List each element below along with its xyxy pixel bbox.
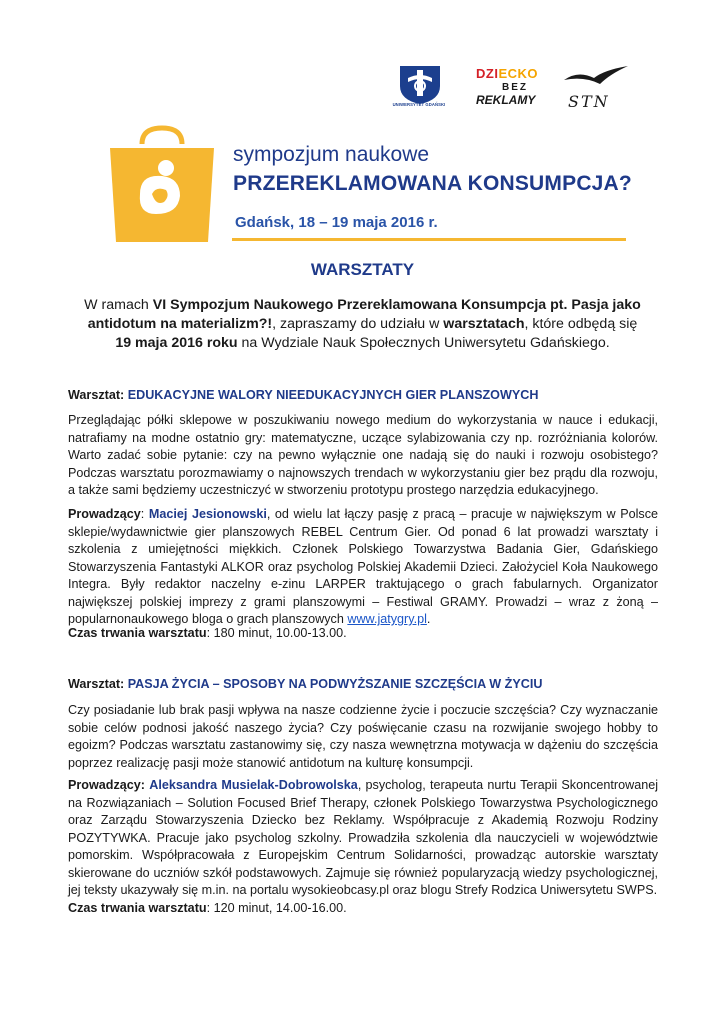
intro-date: 19 maja 2016 roku — [115, 335, 238, 351]
host-website-link[interactable]: www.jatygry.pl — [347, 612, 427, 626]
workshop-2-duration-value: : 120 minut, 14.00-16.00. — [206, 901, 347, 915]
event-title: PRZEREKLAMOWANA KONSUMPCJA? — [233, 172, 632, 195]
workshop-2-duration — [68, 900, 658, 918]
host-label: Prowadzący: — [68, 778, 145, 792]
intro-text: , zapraszamy do udziału w — [272, 316, 444, 332]
ug-logo-text: UNIWERSYTET GDAŃSKI — [392, 102, 446, 107]
workshop-1-header — [68, 387, 658, 405]
workshop-2-host — [68, 777, 658, 900]
workshop-1-host-bio: , od wielu lat łączy pasję z pracą – pracuje w największym w Polsce sklepie/wydawnictwie gier planszowych REBEL Centrum Gier. Od ponad 6 lat prowadzi warsztaty i szkolenia z umiejętności miękkich. Członek Polskiego Towarzystwa Badania Gier, Gdańskiego Stowarzyszenia Fantastyki ALKOR oraz psycholog Polskiej Akademii Dzieci. Założyciel Koła Naukowego Integra. Były redaktor naczelny e-zinu LARPER traktującego o grach fabularnych. Organizator największej polskiej imprezy z grami planszowymi – Festiwal GRAMY. Prowadzi – wraz z żoną – popularnonaukowego bloga o grach planszowych — [68, 507, 658, 626]
partner-logos — [390, 62, 640, 124]
workshop-label: Warsztat: — [68, 677, 125, 691]
event-subtitle: sympozjum naukowe — [233, 143, 430, 166]
workshop-1-title: EDUKACYJNE WALORY NIEEDUKACYJNYCH GIER PLANSZOWYCH — [127, 388, 539, 402]
event-date: Gdańsk, 18 – 19 maja 2016 r. — [235, 214, 438, 231]
intro-paragraph — [80, 296, 645, 353]
dbr-logo-line1b: ECKO — [498, 66, 539, 81]
workshop-1-host: Prowadzący: Maciej Jesionowski, od wielu lat łączy pasję z pracą – pracuje w największym w Polsce sklepie/wydawnictwie gier planszowych REBEL Centrum Gier. Od ponad 6 lat prowadzi warsztaty i szkolenia z umiejętności miękkich. Członek Polskiego Towarzystwa Badania Gier, Gdańskiego Stowarzyszenia Fantastyki ALKOR oraz psycholog Polskiej Akademii Dzieci. Założyciel Koła Naukowego Integra. Były redaktor naczelny e-zinu LARPER traktującego o grach fabularnych. Organizator największej polskiej imprezy z grami planszowymi – Festiwal GRAMY. Prowadzi – wraz z żoną – popularnonaukowego bloga o grach planszowych www.jatygry.pl. — [68, 507, 658, 626]
host-label: Prowadzący — [68, 507, 141, 521]
workshop-2-description — [68, 702, 658, 772]
dbr-logo-line1a: DZI — [476, 66, 499, 81]
intro-text: W ramach — [84, 297, 153, 313]
workshop-1-host-name: Maciej Jesionowski — [148, 507, 267, 521]
intro-event-name: VI Sympozjum Naukowego Przereklamowana Konsumpcja pt. Pasja jako antidotum na materializm?! — [87, 297, 641, 332]
workshop-2-title: PASJA ŻYCIA – SPOSOBY NA PODWYŻSZANIE SZCZĘŚCIA W ŻYCIU — [127, 677, 543, 691]
dbr-logo-line3: REKLAMY — [476, 93, 536, 107]
intro-text: na Wydziale Nauk Społecznych Uniwersytetu Gdańskiego. — [237, 335, 610, 351]
workshop-1-host-bio-end: . — [426, 612, 431, 626]
intro-workshops: warsztatach — [443, 316, 525, 332]
workshop-1-duration — [68, 625, 658, 643]
workshop-1-description-text: Przeglądając półki sklepowe w poszukiwaniu nowego medium do wykorzystania w nauce i edukacji, natrafiamy na modne ostatnio gry: matematyczne, uczące sylabizowania czy np. rozróżniania kolorów. Warto zadać sobie pytanie: czy na pewno wyłącznie one nadają się do nauki i rozwoju osobistego? Podczas warsztatu porozmawiamy o najnowszych trendach w wykorzystaniu gier bez prądu dla rozwoju, a także sami będziemy uczestniczyć w stworzeniu prototypu prostego narzędzia edukacyjnego. — [68, 413, 658, 497]
workshop-2-description-text: Czy posiadanie lub brak pasji wpływa na nasze codzienne życie i poczucie szczęścia? Czy wyznaczanie sobie celów podnosi jakość naszego życia? Czy poświęcanie czasu na rozwijanie swojego hobby to egoizm? Podczas warsztatu zastanowimy się, czy nasza wewnętrzna motywacja w dążeniu do szczęścia poprzez realizację pasji może stanowić antidotum na kulturę konsumpcji. — [68, 703, 658, 770]
shopping-bag-icon — [106, 124, 218, 244]
workshop-2-host-bio: , psycholog, terapeuta nurtu Terapii Skoncentrowanej na Rozwiązaniach – Solution Focused Brief Therapy, członek Polskiego Towarzystwa Psychologicznego oraz Zarządu Stowarzyszenia Dziecko bez Reklamy. Współpracuje z Akademią Rozwoju Rodziny POZYTYWKA. Pracuje jako psycholog szkolny. Prowadziła szkolenia dla nauczycieli w województwie pomorskim. Współpracowała z Europejskim Centrum Solidarności, prowadząc autorskie warsztaty skierowane do uczniów szkół podstawowych. Zajmuje się również popularyzacją wiedzy psychologicznej, jej teksty ukazywały się m.in. na portalu wysokieobcasy.pl oraz blogu Strefy Rodzica Uniwersytetu SWPS. — [68, 778, 658, 897]
workshop-1-duration-value: : 180 minut, 10.00-13.00. — [206, 626, 347, 640]
intro-text: , które odbędą się — [524, 316, 638, 332]
duration-label: Czas trwania warsztatu — [68, 901, 207, 915]
workshop-2-header — [68, 676, 658, 694]
stn-logo-text: STN — [568, 92, 610, 111]
page-heading: WARSZTATY — [310, 260, 415, 279]
duration-label: Czas trwania warsztatu — [68, 626, 207, 640]
dziecko-bez-reklamy-logo — [472, 64, 542, 116]
workshop-1-description — [68, 412, 658, 500]
university-gdansk-logo — [390, 62, 450, 112]
workshop-2-host-name: Aleksandra Musielak-Dobrowolska — [149, 778, 358, 792]
dbr-logo-line2: BEZ — [502, 82, 528, 93]
header-divider — [232, 238, 626, 241]
workshop-label: Warsztat: — [68, 388, 125, 402]
stn-logo — [560, 62, 632, 118]
